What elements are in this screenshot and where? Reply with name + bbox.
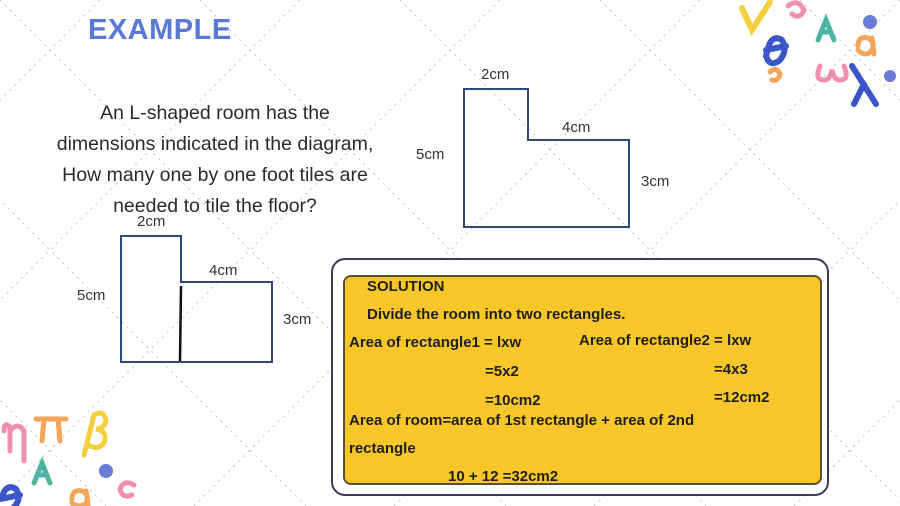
- rect1-substitution: =5x2: [485, 363, 519, 380]
- left-height-label: 5cm: [416, 146, 445, 163]
- top-width-label: 2cm: [137, 213, 166, 230]
- rect2-substitution: =4x3: [714, 361, 748, 378]
- question-line: An L-shaped room has the: [100, 102, 330, 124]
- top-width-label: 2cm: [481, 66, 510, 83]
- room-area-line: Area of room=area of 1st rectangle + area of 2nd: [349, 412, 695, 429]
- l-shape-outline: [121, 236, 272, 362]
- solution-intro: Divide the room into two rectangles.: [367, 306, 626, 323]
- question-line: How many one by one foot tiles are: [62, 164, 368, 186]
- step-width-label: 4cm: [562, 119, 591, 136]
- a-letter-icon: [818, 20, 834, 40]
- room-area-line: rectangle: [349, 440, 416, 457]
- theta-symbol-icon: [0, 487, 20, 506]
- right-height-label: 3cm: [641, 173, 670, 190]
- pi-symbol-icon: [36, 419, 66, 441]
- theta-symbol-icon: [766, 38, 786, 63]
- question-line: dimensions indicated in the diagram,: [56, 133, 374, 155]
- checkmark-doodle-icon: [742, 2, 770, 30]
- math-symbols-doodle-top-right: [730, 0, 900, 120]
- total-area: 10 + 12 =32cm2: [448, 468, 559, 485]
- solution-heading: SOLUTION: [367, 278, 445, 295]
- slide-title: EXAMPLE: [88, 14, 232, 46]
- dot-doodle-icon: [884, 70, 896, 82]
- dot-doodle-icon: [863, 15, 877, 29]
- left-height-label: 5cm: [77, 287, 106, 304]
- dot-doodle-icon: [99, 464, 113, 478]
- rect1-formula: Area of rectangle1 = lxw: [349, 334, 522, 351]
- lambda-symbol-icon: [852, 66, 876, 104]
- eta-symbol-icon: [4, 425, 24, 461]
- c-letter-icon: [120, 483, 134, 496]
- rect2-formula: Area of rectangle2 = lxw: [579, 332, 752, 349]
- a-letter-icon: [858, 38, 874, 54]
- rect2-result: =12cm2: [714, 389, 770, 406]
- b-letter-icon: [770, 69, 780, 80]
- step-width-label: 4cm: [209, 262, 238, 279]
- a-letter-icon: [34, 463, 50, 483]
- beta-symbol-icon: [84, 413, 106, 455]
- question-line: needed to tile the floor?: [113, 195, 317, 217]
- rect1-result: =10cm2: [485, 392, 541, 409]
- math-symbols-doodle-bottom-left: [0, 405, 150, 506]
- right-height-label: 3cm: [283, 311, 312, 328]
- a-letter-icon: [72, 491, 88, 506]
- divider-line: [180, 286, 181, 361]
- spiral-doodle-icon: [788, 3, 804, 16]
- omega-symbol-icon: [818, 66, 847, 80]
